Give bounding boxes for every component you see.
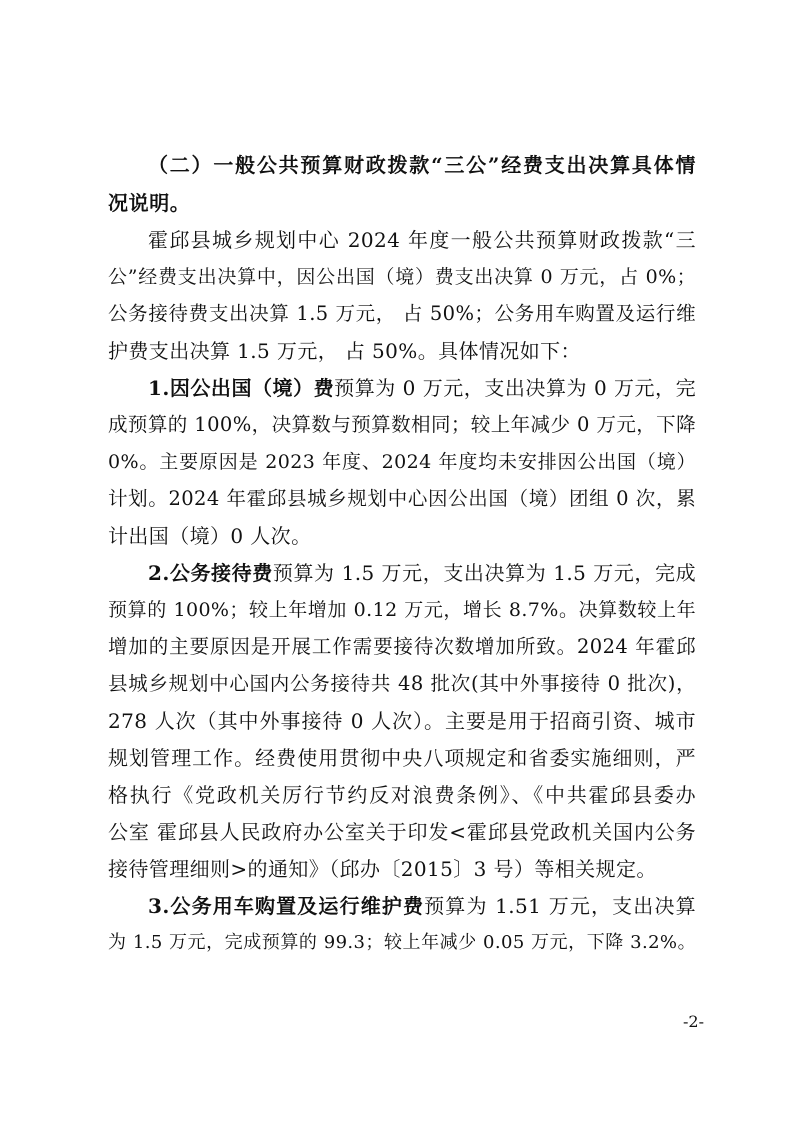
item1-line-4: 计划。2024 年霍邱县城乡规划中心因公出国（境）团组 0 次，累 <box>108 487 697 510</box>
item1-title: 1.因公出国（境）费 <box>148 376 335 400</box>
intro-line-2: 公”经费支出决算中，因公出国（境）费支出决算 0 万元，占 0%； <box>108 266 696 288</box>
item2-line-8: 公室 霍邱县人民政府办公室关于印发<霍邱县党政机关国内公务 <box>108 820 696 844</box>
intro-line-3: 公务接待费支出决算 1.5 万元， 占 50%；公务用车购置及运行维 <box>108 302 696 325</box>
item2-first-line <box>148 558 696 588</box>
item2-line-7: 格执行《党政机关厉行节约反对浪费条例》、《中共霍邱县委办 <box>108 783 696 807</box>
item1-first-line <box>148 373 696 403</box>
item2-line-3: 增加的主要原因是开展工作需要接待次数增加所致。2024 年霍邱 <box>108 635 696 658</box>
item1-line-3: 0%。主要原因是 2023 年度、2024 年度均未安排因公出国（境） <box>108 451 696 473</box>
item1-line-5: 计出国（境）0 人次。 <box>108 524 312 548</box>
item3-first-text: 预算为 1.51 万元，支出决算 <box>424 894 696 918</box>
item2-line-9: 接待管理细则>的通知》（邱办〔2015〕3 号）等相关规定。 <box>108 857 657 881</box>
item2-line-4: 县城乡规划中心国内公务接待共 48 批次(其中外事接待 0 批次)， <box>108 672 696 695</box>
section-heading-line-2: 况说明。 <box>108 191 191 215</box>
item3-title: 3.公务用车购置及运行维护费 <box>148 894 425 918</box>
item2-line-6: 规划管理工作。经费使用贯彻中央八项规定和省委实施细则，严 <box>108 746 696 770</box>
intro-line-4: 护费支出决算 1.5 万元， 占 50%。具体情况如下： <box>108 339 581 363</box>
page-number: -2- <box>683 1012 704 1031</box>
item2-line-2: 预算的 100%；较上年增加 0.12 万元，增长 8.7%。决算数较上年 <box>108 599 696 621</box>
item1-line-2: 成预算的 100%，决算数与预算数相同；较上年减少 0 万元，下降 <box>108 413 696 436</box>
item3-first-line <box>148 891 696 921</box>
item1-first-text: 预算为 0 万元，支出决算为 0 万元，完 <box>334 376 696 400</box>
item2-first-text: 预算为 1.5 万元，支出决算为 1.5 万元，完成 <box>272 561 696 585</box>
item3-line-2: 为 1.5 万元，完成预算的 99.3；较上年减少 0.05 万元，下降 3.2%。 <box>108 932 696 953</box>
item2-title: 2.公务接待费 <box>148 561 273 585</box>
item2-line-5: 278 人次（其中外事接待 0 人次）。主要是用于招商引资、城市 <box>108 709 696 733</box>
section-heading-line-1: （二）一般公共预算财政拨款“三公”经费支出决算具体情 <box>148 153 696 177</box>
intro-line-1: 霍邱县城乡规划中心 2024 年度一般公共预算财政拨款“三 <box>148 228 696 252</box>
